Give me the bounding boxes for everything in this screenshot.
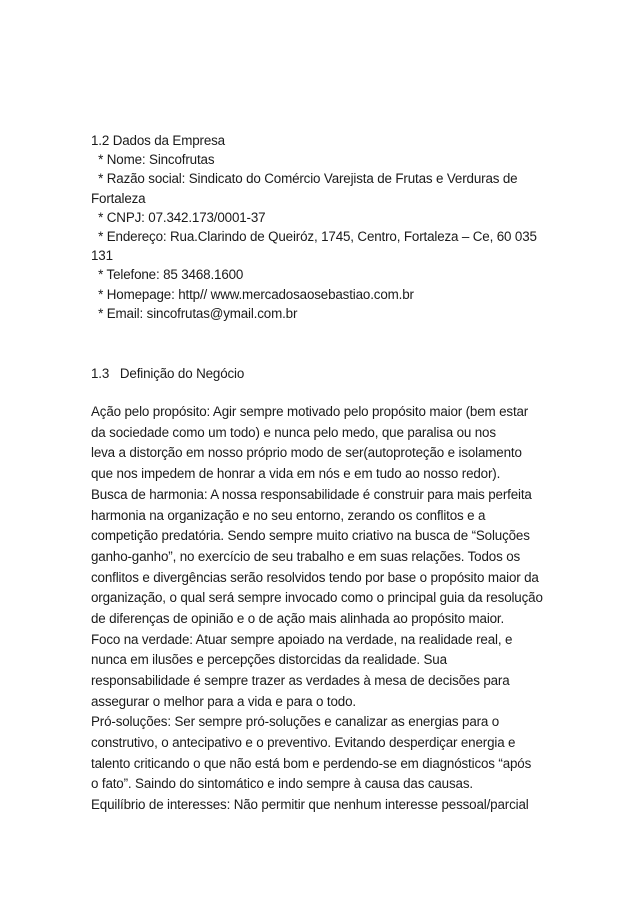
text-line: leva a distorção em nosso próprio modo de ser(autoproteção e isolamento — [91, 445, 522, 461]
company-address-continued: 131 — [91, 248, 113, 264]
company-phone-line: * Telefone: 85 3468.1600 — [91, 267, 244, 283]
text-line: Busca de harmonia: A nossa responsabilidade é construir para mais perfeita — [91, 486, 532, 502]
text-line: construtivo, o antecipativo e o preventivo. Evitando desperdiçar energia e — [91, 735, 516, 751]
document-body — [91, 131, 551, 816]
section-spacer — [91, 323, 551, 364]
text-line: conflitos e divergências serão resolvidos tendo por base o propósito maior da — [91, 569, 539, 585]
company-name-line: * Nome: Sincofrutas — [91, 152, 215, 168]
text-line: ganho-ganho”, no exercício de seu trabalho e em suas relações. Todos os — [91, 548, 521, 564]
text-line: organização, o qual será sempre invocado como o principal guia da resolução — [91, 590, 543, 606]
text-line: de diferenças de opinião e o de ação mais alinhada ao propósito maior. — [91, 610, 505, 626]
section-heading-business-definition: 1.3 Definição do Negócio — [91, 365, 245, 381]
section-company-data — [91, 131, 551, 323]
business-definition-text — [91, 402, 551, 816]
heading-spacer — [91, 383, 551, 402]
text-line: competição predatória. Sendo sempre muito criativo na busca de “Soluções — [91, 528, 530, 544]
company-homepage-line: * Homepage: http// www.mercadosaosebastiao.com.br — [91, 286, 414, 302]
text-line: Ação pelo propósito: Agir sempre motivado pelo propósito maior (bem estar — [91, 404, 529, 420]
text-line: assegurar o melhor para a vida e para o todo. — [91, 693, 356, 709]
section-heading-company-data: 1.2 Dados da Empresa — [91, 133, 225, 148]
text-line: harmonia na organização e no seu entorno, zerando os conflitos e a — [91, 507, 486, 523]
text-line: nunca em ilusões e percepções distorcidas da realidade. Sua — [91, 652, 447, 668]
company-legal-name-line: * Razão social: Sindicato do Comércio Varejista de Frutas e Verduras de — [91, 171, 518, 187]
company-email-line: * Email: sincofrutas@ymail.com.br — [91, 305, 298, 321]
section-business-definition — [91, 364, 551, 816]
text-line: Pró-soluções: Ser sempre pró-soluções e canalizar as energias para o — [91, 714, 500, 730]
text-line: responsabilidade é sempre trazer as verdades à mesa de decisões para — [91, 673, 510, 688]
text-line: talento criticando o que não está bom e perdendo-se em diagnósticos “após — [91, 755, 532, 771]
text-line: que nos impedem de honrar a vida em nós e em tudo ao nosso redor). — [91, 466, 501, 482]
text-line: o fato”. Saindo do sintomático e indo sempre à causa das causas. — [91, 776, 473, 792]
text-line: Foco na verdade: Atuar sempre apoiado na verdade, na realidade real, e — [91, 631, 513, 647]
text-line: Equilíbrio de interesses: Não permitir que nenhum interesse pessoal/parcial — [91, 797, 529, 813]
company-legal-name-continued: Fortaleza — [91, 190, 146, 206]
text-line: da sociedade como um todo) e nunca pelo medo, que paralisa ou nos — [91, 424, 496, 440]
company-cnpj-line: * CNPJ: 07.342.173/0001-37 — [91, 209, 266, 225]
company-address-line: * Endereço: Rua.Clarindo de Queiróz, 1745, Centro, Fortaleza – Ce, 60 035 — [91, 228, 537, 244]
